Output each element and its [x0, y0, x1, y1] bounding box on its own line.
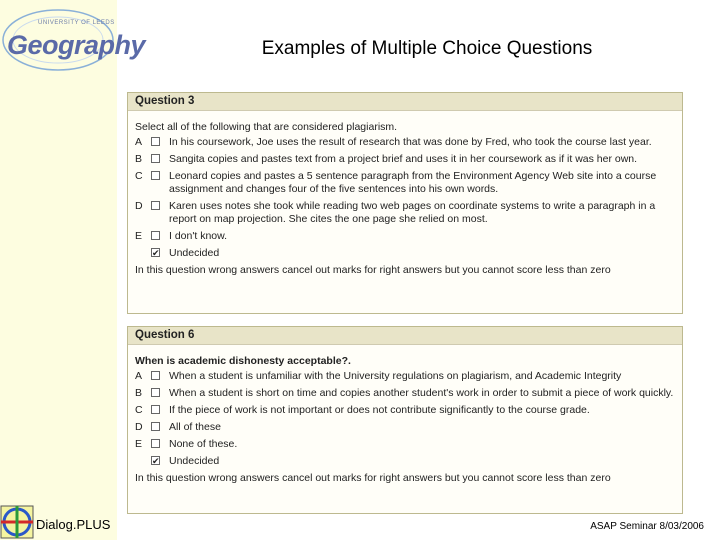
answer-option[interactable]	[135, 170, 675, 196]
question-6-options	[135, 370, 675, 468]
option-checkbox[interactable]	[151, 231, 160, 240]
option-checkbox[interactable]: ✔	[152, 248, 160, 258]
option-letter: C	[135, 404, 143, 416]
option-letter: E	[135, 438, 143, 450]
option-text: Undecided	[169, 455, 220, 467]
left-sidebar	[0, 0, 146, 540]
option-checkbox[interactable]	[151, 439, 160, 448]
option-letter: B	[135, 387, 143, 399]
footer-seminar-date: ASAP Seminar 8/03/2006	[590, 521, 704, 532]
answer-option[interactable]	[135, 421, 675, 434]
question-3-options	[135, 136, 675, 260]
option-text: I don't know.	[169, 230, 228, 242]
answer-option[interactable]	[135, 455, 675, 468]
option-checkbox[interactable]	[151, 201, 160, 210]
option-letter: A	[135, 136, 143, 148]
option-letter: B	[135, 153, 143, 165]
option-checkbox[interactable]	[151, 388, 160, 397]
logo-geography-text: Geography	[7, 30, 146, 60]
answer-option[interactable]	[135, 387, 675, 400]
option-text: None of these.	[169, 438, 238, 450]
option-checkbox[interactable]	[151, 171, 160, 180]
question-6-note: In this question wrong answers cancel out marks for right answers but you cannot score less than zero	[135, 472, 611, 484]
option-checkbox[interactable]	[151, 154, 160, 163]
option-checkbox[interactable]	[151, 422, 160, 431]
option-letter: A	[135, 370, 143, 382]
option-letter: D	[135, 421, 143, 433]
question-3-panel	[127, 92, 683, 314]
question-6-panel	[127, 326, 683, 514]
option-text: In his coursework, Joe uses the result of research that was done by Fred, who took the course last year.	[169, 136, 652, 148]
question-6-stem: When is academic dishonesty acceptable?.	[135, 355, 351, 367]
option-letter: E	[135, 230, 143, 242]
answer-option[interactable]	[135, 247, 675, 260]
option-text: When a student is short on time and copies another student's work in order to submit a piece of work quickly.	[169, 387, 674, 399]
answer-option[interactable]	[135, 438, 675, 451]
option-text: When a student is unfamiliar with the University regulations on plagiarism, and Academic Integrity	[169, 370, 622, 382]
option-checkbox[interactable]: ✔	[152, 456, 160, 466]
answer-option[interactable]	[135, 404, 675, 417]
slide-title: Examples of Multiple Choice Questions	[261, 38, 593, 59]
answer-option[interactable]	[135, 230, 675, 243]
question-3-header: Question 3	[128, 93, 682, 111]
question-3-note: In this question wrong answers cancel out marks for right answers but you cannot score less than zero	[135, 264, 611, 276]
logo-university-text: UNIVERSITY OF LEEDS	[38, 20, 115, 26]
option-checkbox[interactable]	[151, 371, 160, 380]
answer-option[interactable]	[135, 153, 675, 166]
option-checkbox[interactable]	[151, 405, 160, 414]
option-checkbox[interactable]	[151, 137, 160, 146]
footer-brand: Dialog.PLUS	[36, 517, 111, 532]
option-text: If the piece of work is not important or does not contribute significantly to the course grade.	[169, 404, 590, 416]
answer-option[interactable]	[135, 136, 675, 149]
option-text: Leonard copies and pastes a 5 sentence paragraph from the Environment Agency Web site into a course assignment and changes four of the five sentences into his own words.	[169, 170, 657, 195]
option-text: Sangita copies and pastes text from a project brief and uses it in her coursework as if it was her own.	[169, 153, 638, 165]
question-6-header: Question 6	[128, 327, 682, 345]
option-text: Undecided	[169, 247, 220, 259]
option-letter: D	[135, 200, 143, 212]
option-letter: C	[135, 170, 143, 182]
dialog-plus-logo-icon	[0, 505, 34, 539]
question-3-stem: Select all of the following that are considered plagiarism.	[135, 121, 398, 133]
option-text: All of these	[169, 421, 221, 433]
option-text: Karen uses notes she took while reading two web pages on coordinate systems to write a paragraph in a report on map projection. She cites the one page she relied on most.	[169, 200, 656, 225]
answer-option[interactable]	[135, 200, 675, 226]
answer-option[interactable]	[135, 370, 675, 383]
geography-logo	[0, 6, 146, 74]
